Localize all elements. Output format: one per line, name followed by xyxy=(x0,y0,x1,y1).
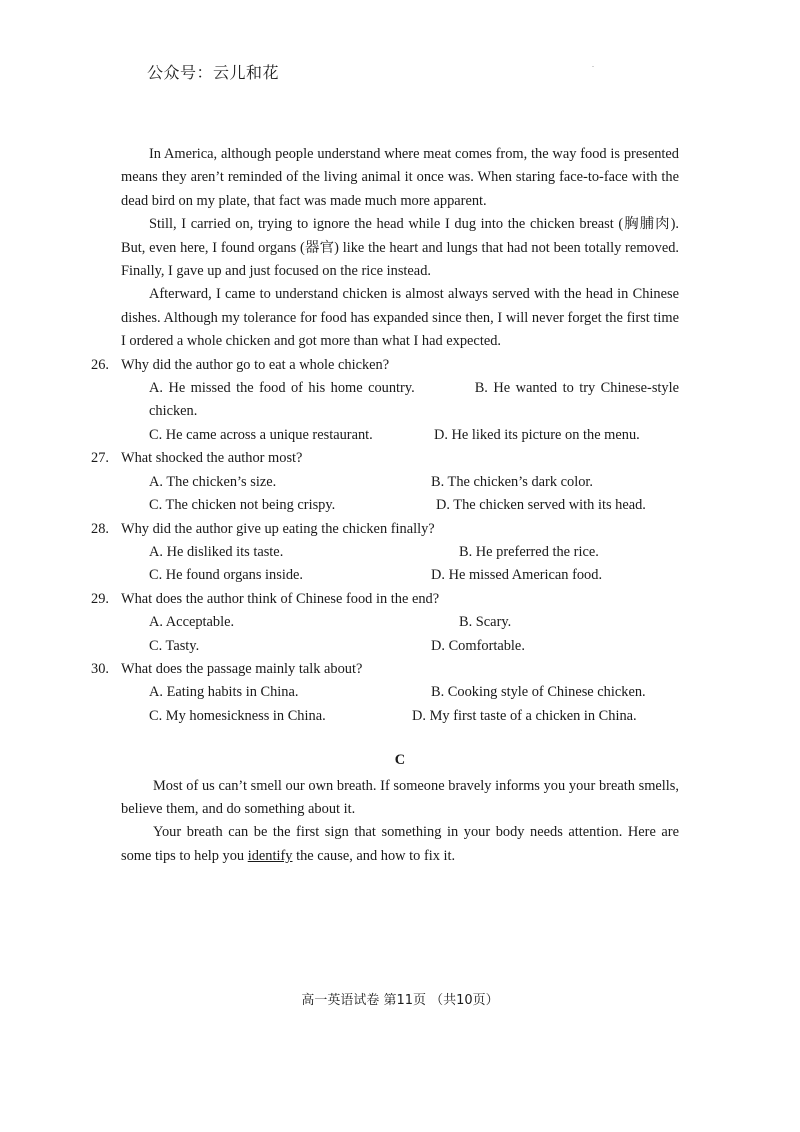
question-number: 29. xyxy=(91,590,109,607)
option-b: B. He preferred the rice. xyxy=(459,543,599,560)
option-a: A. Eating habits in China. xyxy=(149,684,299,701)
option-b: B. Scary. xyxy=(459,614,512,631)
question-28 xyxy=(91,518,679,541)
option-a: A. He missed the food of his home country. xyxy=(149,380,415,397)
options-cd xyxy=(121,705,679,728)
option-c: C. He came across a unique restaurant. xyxy=(149,426,373,443)
passage-paragraph-3: Afterward, I came to understand chicken is almost always served with the head in Chinese dishes. Although my tolerance for food has expanded since then, I will never forget the first time I ordered a whole chicken and got more than what I had expected. xyxy=(121,286,679,350)
question-30 xyxy=(91,658,679,681)
option-b: B. He wanted to try Chinese-style chicken. xyxy=(149,380,679,420)
option-c: C. He found organs inside. xyxy=(149,567,304,584)
question-number: 30. xyxy=(91,660,109,677)
question-26 xyxy=(91,354,679,377)
question-number: 27. xyxy=(91,450,109,467)
option-c: C. My homesickness in China. xyxy=(149,707,326,724)
passage-paragraph-2: Still, I carried on, trying to ignore the head while I dug into the chicken breast (胸脯肉). But, even here, I found organs (器官) like the heart and lungs that had not been totally removed. Finally, I gave up and just focused on the rice instead. xyxy=(121,216,679,280)
options-ab xyxy=(121,471,679,494)
option-d: D. The chicken served with its head. xyxy=(435,497,646,514)
options-ab xyxy=(121,541,679,564)
paragraph-text-end: the cause, and how to fix it. xyxy=(292,847,456,864)
section-c-paragraph-1: Most of us can’t smell our own breath. If someone bravely informs you your breath smells, believe them, and do something about it. xyxy=(121,777,679,817)
options-ab xyxy=(121,377,679,424)
page-mark: . xyxy=(592,60,594,69)
option-a: A. The chicken’s size. xyxy=(149,473,277,490)
section-c-paragraph-2 xyxy=(121,821,679,868)
option-a: A. He disliked its taste. xyxy=(149,543,284,560)
options-cd xyxy=(121,564,679,587)
option-a: A. Acceptable. xyxy=(149,614,235,631)
options-cd xyxy=(121,424,679,447)
option-b: B. Cooking style of Chinese chicken. xyxy=(431,684,646,701)
options-cd xyxy=(121,494,679,517)
option-c: C. Tasty. xyxy=(149,637,200,654)
question-stem: Why did the author give up eating the chicken finally? xyxy=(121,520,435,537)
question-stem: What does the passage mainly talk about? xyxy=(121,660,363,677)
document-body xyxy=(91,143,679,868)
option-d: D. He missed American food. xyxy=(431,567,603,584)
question-29 xyxy=(91,588,679,611)
question-number: 28. xyxy=(91,520,109,537)
question-27 xyxy=(91,447,679,470)
option-d: D. Comfortable. xyxy=(431,637,525,654)
options-ab xyxy=(121,681,679,704)
question-number: 26. xyxy=(91,356,109,373)
source-header: 公众号：云儿和花 xyxy=(147,63,280,82)
paragraph-text: Your breath can be the first sign that something in your body needs attention. Here are some tips to help you xyxy=(121,824,679,864)
passage-paragraph-1: In America, although people understand where meat comes from, the way food is presented means they aren’t reminded of the living animal it once was. When staring face-to-face with the dead bird on my plate, that fact was made much more apparent. xyxy=(121,146,679,209)
page-footer: 高一英语试卷 第11页 （共10页） xyxy=(301,993,499,1008)
question-stem: What shocked the author most? xyxy=(121,450,303,467)
options-ab xyxy=(121,611,679,634)
option-b: B. The chicken’s dark color. xyxy=(431,473,593,490)
question-stem: What does the author think of Chinese food in the end? xyxy=(121,590,440,607)
section-heading: C xyxy=(394,752,406,769)
option-d: D. He liked its picture on the menu. xyxy=(433,426,640,443)
option-c: C. The chicken not being crispy. xyxy=(149,497,336,514)
option-d: D. My first taste of a chicken in China. xyxy=(412,707,637,724)
options-cd xyxy=(121,635,679,658)
question-stem: Why did the author go to eat a whole chicken? xyxy=(121,356,390,373)
underlined-word: identify xyxy=(247,847,293,864)
